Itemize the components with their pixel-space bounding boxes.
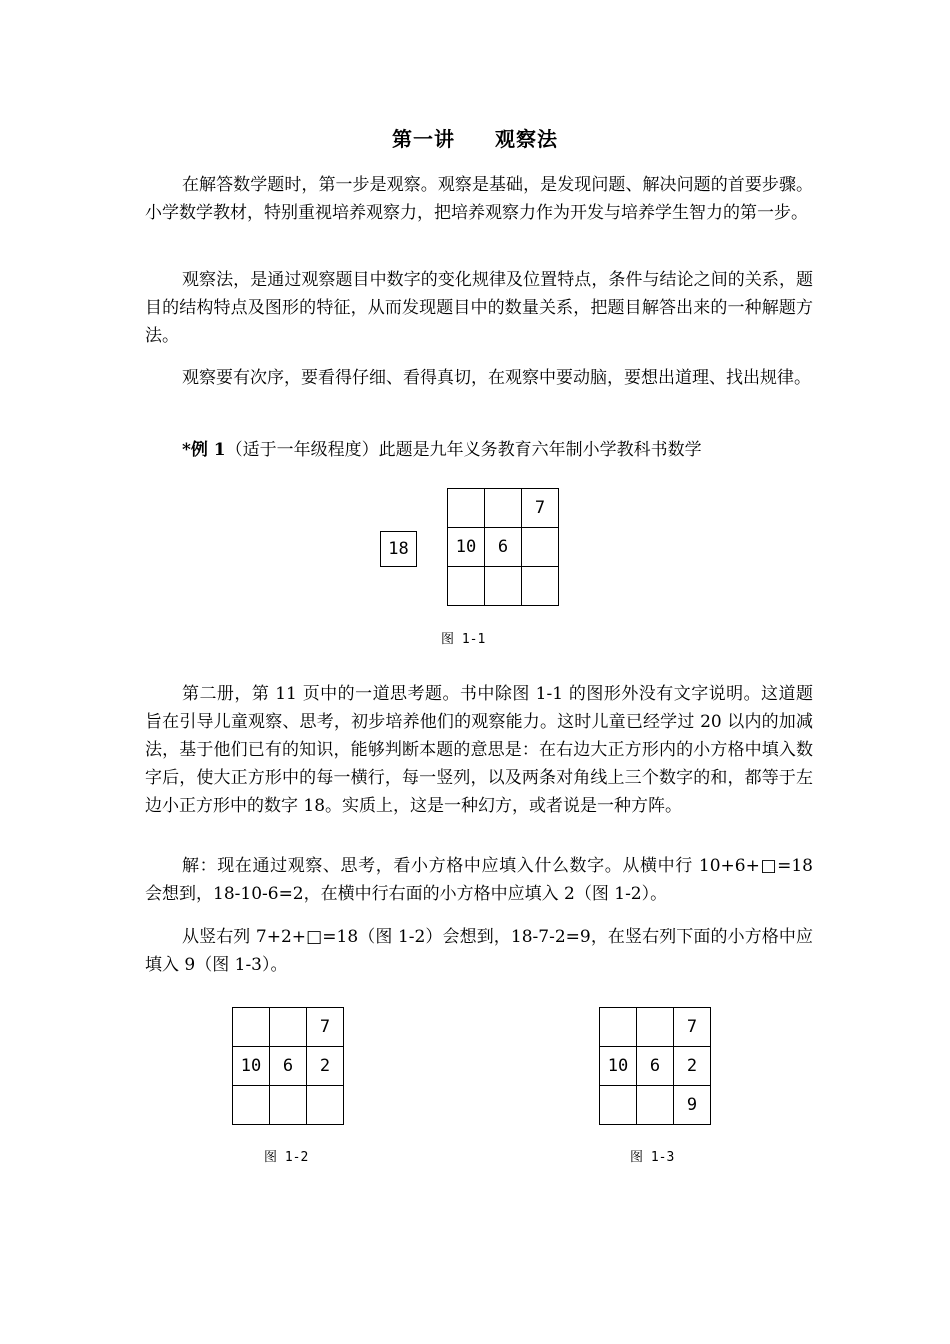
grid-cell xyxy=(485,567,522,606)
example-heading xyxy=(145,436,813,464)
target-sum-box: 18 xyxy=(380,531,417,567)
grid-cell: 10 xyxy=(600,1047,637,1086)
title-part1: 第一讲 xyxy=(392,127,455,151)
figure1-grid xyxy=(447,488,559,606)
grid-cell: 6 xyxy=(270,1047,307,1086)
figure1-caption: 图 1-1 xyxy=(441,632,486,647)
grid-cell: 2 xyxy=(307,1047,344,1086)
paragraph-definition: 观察法，是通过观察题目中数字的变化规律及位置特点，条件与结论之间的关系，题目的结构特点及图形的特征，从而发现题目中的数量关系，把题目解答出来的一种解题方法。 xyxy=(145,270,813,346)
grid-cell: 6 xyxy=(485,528,522,567)
grid-cell xyxy=(522,528,559,567)
grid-cell xyxy=(637,1086,674,1125)
grid-cell: 6 xyxy=(637,1047,674,1086)
paragraph-explanation: 第二册，第 11 页中的一道思考题。书中除图 1-1 的图形外没有文字说明。这道题旨在引导儿童观察、思考，初步培养他们的观察能力。这时儿童已经学过 20 以内的加减法，基于他们已有的知识，能够判断本题的意思是：在右边大正方形内的小方格中填入数字后，使大正方形中的每一横行，每一竖列，以及两条对角线上三个数字的和，都等于左边小正方形中的数字 18。实质上，这是一种幻方，或者说是一种方阵。 xyxy=(145,684,813,816)
paragraph-solution: 解：现在通过观察、思考，看小方格中应填入什么数字。从横中行 10+6+□=18 会想到，18-10-6=2，在横中行右面的小方格中应填入 2（图 1-2）。 xyxy=(145,856,813,904)
grid-cell xyxy=(233,1086,270,1125)
grid-cell xyxy=(600,1008,637,1047)
grid-cell xyxy=(270,1008,307,1047)
grid-cell xyxy=(485,489,522,528)
grid-cell: 10 xyxy=(233,1047,270,1086)
paragraph-intro: 在解答数学题时，第一步是观察。观察是基础，是发现问题、解决问题的首要步骤。小学数学教材，特别重视培养观察力，把培养观察力作为开发与培养学生智力的第一步。 xyxy=(145,175,813,223)
grid-cell xyxy=(448,567,485,606)
figure2-grid xyxy=(232,1007,344,1125)
figure2-caption: 图 1-2 xyxy=(264,1150,309,1165)
grid-cell: 7 xyxy=(522,489,559,528)
grid-cell xyxy=(522,567,559,606)
paragraph-solution-2: 从竖右列 7+2+□=18（图 1-2）会想到，18-7-2=9，在竖右列下面的小方格中应填入 9（图 1-3）。 xyxy=(145,927,813,975)
figure3-caption: 图 1-3 xyxy=(630,1150,675,1165)
grid-cell xyxy=(637,1008,674,1047)
grid-cell: 2 xyxy=(674,1047,711,1086)
grid-cell xyxy=(600,1086,637,1125)
paragraph-order: 观察要有次序，要看得仔细、看得真切，在观察中要动脑，要想出道理、找出规律。 xyxy=(182,368,811,388)
grid-cell: 10 xyxy=(448,528,485,567)
grid-cell: 9 xyxy=(674,1086,711,1125)
page-title xyxy=(0,123,950,152)
grid-cell xyxy=(233,1008,270,1047)
grid-cell: 7 xyxy=(307,1008,344,1047)
figure3-grid xyxy=(599,1007,711,1125)
example-label: *例 1 xyxy=(182,440,226,460)
example-text: （适于一年级程度）此题是九年义务教育六年制小学教科书数学 xyxy=(225,440,702,460)
grid-cell xyxy=(307,1086,344,1125)
grid-cell xyxy=(270,1086,307,1125)
title-part2: 观察法 xyxy=(495,127,558,151)
grid-cell: 7 xyxy=(674,1008,711,1047)
grid-cell xyxy=(448,489,485,528)
